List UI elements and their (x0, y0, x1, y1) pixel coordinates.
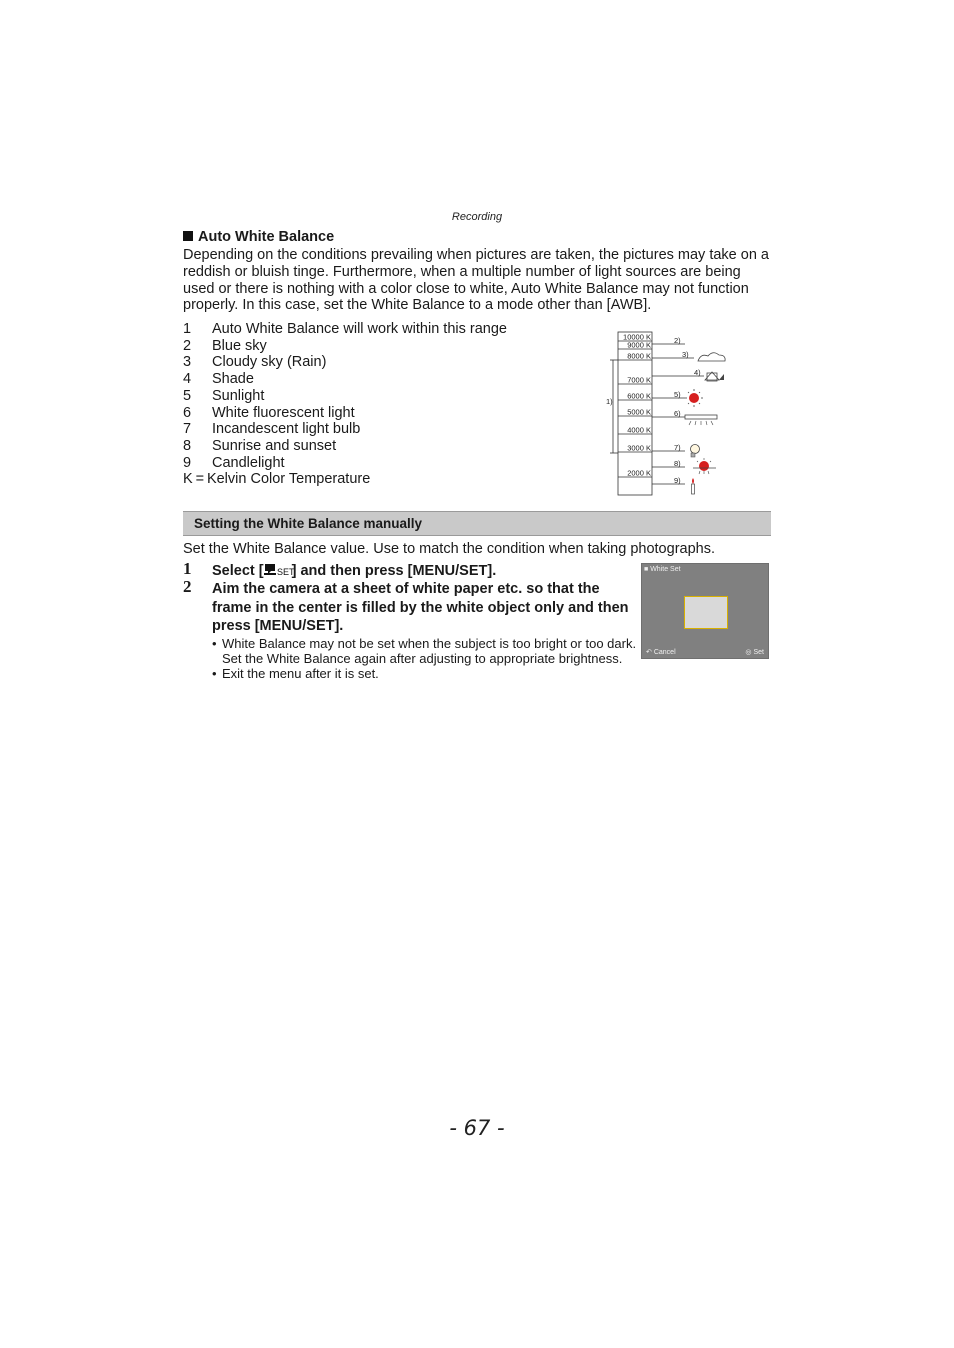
list-item: 2 Blue sky (183, 337, 267, 354)
temp-label: 4000 K (627, 425, 651, 435)
svg-text:SET: SET (276, 567, 295, 577)
screen-title: ■ White Set (644, 566, 681, 573)
list-item: 1 Auto White Balance will work within this range (183, 321, 507, 337)
temp-label: 9000 K (627, 340, 651, 350)
marker-label: 8) (674, 459, 681, 468)
temp-label: 10000 K (623, 332, 651, 342)
marker-label: 9) (674, 476, 681, 485)
fluorescent-light-icon (685, 415, 717, 425)
step-number-2: 2 (183, 577, 192, 596)
white-set-small-icon: ■ (644, 566, 649, 573)
section-heading-auto-white-balance (183, 229, 334, 245)
list-item: • Exit the menu after it is set. (212, 666, 379, 681)
page-header: Recording (451, 211, 503, 223)
square-bullet-icon (183, 231, 193, 241)
list-item: 4 Shade (183, 371, 254, 388)
cloud-icon (698, 353, 725, 361)
intro-paragraph: Depending on the conditions prevailing when pictures are taken, the pictures may take on a reddish or bluish tinge. Furthermore, when a multiple number of light sources are being used or there is nothing with a color close to white, Auto White Balance may not function properly. In this case, set the White Balance to a mode other than [AWB]. (183, 247, 769, 314)
page-number: - 67 - (449, 1116, 505, 1140)
marker-label: 2) (674, 336, 681, 345)
sun-icon (685, 389, 703, 407)
color-temperature-chart (606, 330, 736, 498)
temp-label: 8000 K (627, 351, 651, 361)
return-icon: ↶ (646, 649, 652, 656)
list-item: 6 White fluorescent light (183, 404, 355, 421)
list-item: 8 Sunrise and sunset (183, 437, 337, 454)
step-number-1: 1 (183, 559, 192, 578)
marker-label: 7) (674, 443, 681, 452)
temp-label: 7000 K (627, 375, 651, 385)
step-2-text: Aim the camera at a sheet of white paper etc. so that the frame in the center is filled by the white object only and then press [MENU/SET]. (212, 581, 629, 634)
list-item: 5 Sunlight (183, 387, 265, 404)
temp-label: 3000 K (627, 443, 651, 453)
legend-list (183, 321, 507, 488)
center-frame (684, 596, 728, 629)
temp-label: 5000 K (627, 407, 651, 417)
marker-label: 4) (694, 368, 701, 377)
set-hint: ◎ Set (745, 649, 764, 656)
white-set-icon (264, 563, 295, 577)
list-item: 7 Incandescent light bulb (183, 421, 361, 438)
marker-label: 5) (674, 390, 681, 399)
section-title: Setting the White Balance manually (194, 516, 423, 531)
menu-set-icon: ◎ (745, 649, 752, 656)
light-bulb-icon (691, 445, 700, 458)
heading-text: Auto White Balance (198, 229, 335, 245)
sunrise-icon (693, 458, 716, 474)
section-bar-manual-white-balance (183, 511, 771, 536)
step-1-text: Select [ SET ] and then press [MENU/SET]. (212, 563, 497, 579)
candle-icon (692, 478, 695, 494)
cancel-hint: ↶ Cancel (646, 649, 676, 656)
list-item: • White Balance may not be set when the subject is too bright or too dark. Set the White Balance again after adjusting to appropriate brightness. (212, 636, 637, 666)
camera-screen-preview (641, 563, 769, 659)
notes-list (212, 636, 642, 681)
kelvin-note: K = Kelvin Color Temperature (183, 471, 371, 488)
house-shade-icon (705, 372, 724, 381)
temp-label: 6000 K (627, 391, 651, 401)
marker-label: 3) (682, 350, 689, 359)
marker-label: 6) (674, 409, 681, 418)
temp-label: 2000 K (627, 468, 651, 478)
range-label: 1) (606, 397, 613, 406)
list-item: 3 Cloudy sky (Rain) (183, 354, 327, 371)
list-item: 9 Candlelight (183, 454, 285, 471)
manual-intro: Set the White Balance value. Use to match the condition when taking photographs. (183, 541, 715, 557)
